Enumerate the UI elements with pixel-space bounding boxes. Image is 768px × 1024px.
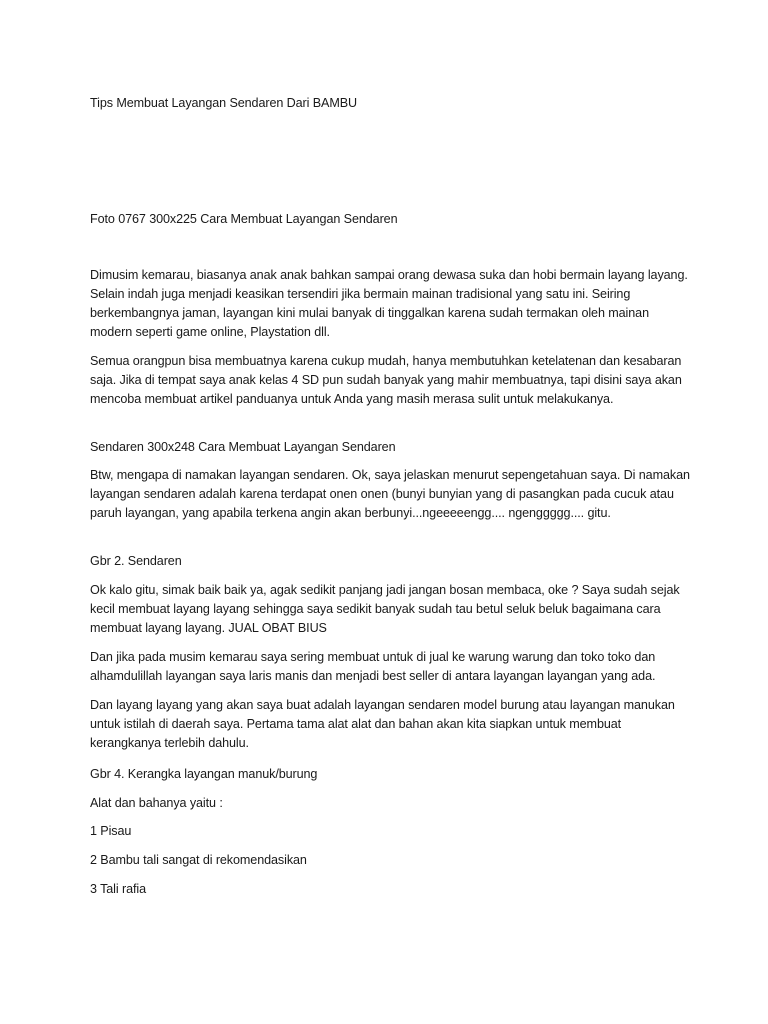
paragraph-5: Dan jika pada musim kemarau saya sering membuat untuk di jual ke warung warung dan toko toko dan alhamdulillah layangan saya laris manis dan menjadi best seller di antara layangan layangan yang ada. bbox=[90, 650, 656, 683]
paragraph-4: Ok kalo gitu, simak baik baik ya, agak sedikit panjang jadi jangan bosan membaca, oke ? Saya sudah sejak kecil membuat layang layang sehingga saya sedikit banyak sudah tau betul seluk beluk bagaimana cara membuat layang layang. JUAL OBAT BIUS bbox=[90, 583, 680, 635]
list-item-2: 2 Bambu tali sangat di rekomendasikan bbox=[90, 853, 307, 867]
paragraph-2: Semua orangpun bisa membuatnya karena cukup mudah, hanya membutuhkan ketelatenan dan kesabaran saja. Jika di tempat saya anak kelas 4 SD pun sudah banyak yang mahir membuatnya, tapi disini saya akan mencoba membuat artikel panduanya untuk Anda yang masih merasa sulit untuk melakukanya. bbox=[90, 354, 682, 406]
figure-label-4: Gbr 4. Kerangka layangan manuk/burung bbox=[90, 767, 318, 781]
list-item-3: 3 Tali rafia bbox=[90, 882, 146, 896]
paragraph-3: Btw, mengapa di namakan layangan sendaren. Ok, saya jelaskan menurut sepengetahuan saya. Di namakan layangan sendaren adalah karena terdapat onen onen (bunyi bunyian yang di pasangkan pada cucuk atau paruh layangan, yang apabila terkena angin akan berbunyi...ngeeeeengg.... ngenggggg.... gitu. bbox=[90, 468, 690, 520]
document-title: Tips Membuat Layangan Sendaren Dari BAMBU bbox=[90, 96, 358, 110]
paragraph-6: Dan layang layang yang akan saya buat adalah layangan sendaren model burung atau layangan manukan untuk istilah di daerah saya. Pertama tama alat alat dan bahan akan kita siapkan untuk membuat kerangkanya terlebih dahulu. bbox=[90, 698, 675, 750]
tools-heading: Alat dan bahanya yaitu : bbox=[90, 796, 223, 810]
list-item-1: 1 Pisau bbox=[90, 824, 132, 838]
photo-caption-1: Foto 0767 300x225 Cara Membuat Layangan Sendaren bbox=[90, 212, 398, 226]
paragraph-1: Dimusim kemarau, biasanya anak anak bahkan sampai orang dewasa suka dan hobi bermain layang layang. Selain indah juga menjadi keasikan tersendiri jika bermain mainan tradisional yang satu ini. Seiring berkembangnya jaman, layangan kini mulai banyak di tinggalkan karena sudah termakan oleh mainan modern seperti game online, Playstation dll. bbox=[90, 268, 688, 339]
figure-label-2: Gbr 2. Sendaren bbox=[90, 554, 182, 568]
photo-caption-2: Sendaren 300x248 Cara Membuat Layangan Sendaren bbox=[90, 440, 396, 454]
